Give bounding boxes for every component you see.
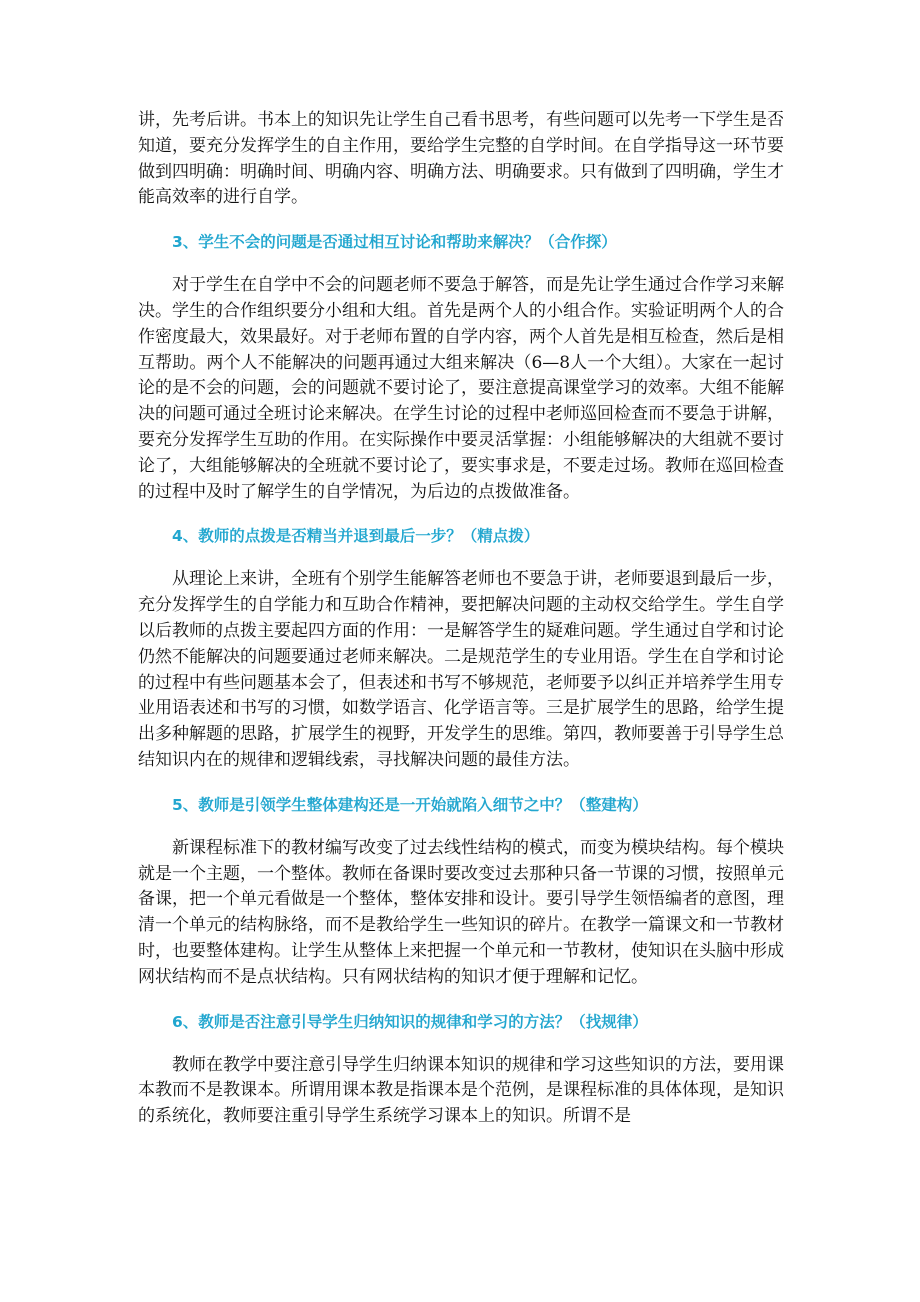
document-page: [138, 108, 784, 1130]
section-5-heading: 5、教师是引领学生整体建构还是一开始就陷入细节之中？（整建构）: [172, 795, 648, 814]
section-6-body: 教师在教学中要注意引导学生归纳课本知识的规律和学习这些知识的方法，要用课本教而不是教课本。所谓用课本教是指课本是个范例，是课程标准的具体体现，是知识的系统化，教师要注重引导学生系统学习课本上的知识。所谓不是: [138, 1054, 784, 1127]
section-4-heading: 4、教师的点拨是否精当并退到最后一步？（精点拨）: [172, 527, 540, 546]
section-6-heading: 6、教师是否注意引导学生归纳知识的规律和学习的方法？（找规律）: [172, 1012, 648, 1031]
section-3-body: 对于学生在自学中不会的问题老师不要急于解答，而是先让学生通过合作学习来解决。学生的合作组织要分小组和大组。首先是两个人的小组合作。实验证明两个人的合作密度最大，效果最好。对于老师布置的自学内容，两个人首先是相互检查，然后是相互帮助。两个人不能解决的问题再通过大组来解决（6—8人一个大组）。大家在一起讨论的是不会的问题，会的问题就不要讨论了，要注意提高课堂学习的效率。大组不能解决的问题可通过全班讨论来解决。在学生讨论的过程中老师巡回检查而不要急于讲解，要充分发挥学生互助的作用。在实际操作中要灵活掌握：小组能够解决的大组就不要讨论了，大组能够解决的全班就不要讨论了，要实事求是，不要走过场。教师在巡回检查的过程中及时了解学生的自学情况，为后边的点拨做准备。: [138, 275, 784, 502]
intro-paragraph: 讲，先考后讲。书本上的知识先让学生自己看书思考，有些问题可以先考一下学生是否知道，要充分发挥学生的自主作用，要给学生完整的自学时间。在自学指导这一环节要做到四明确：明确时间、明确内容、明确方法、明确要求。只有做到了四明确，学生才能高效率的进行自学。: [138, 110, 784, 208]
section-3-heading: 3、学生不会的问题是否通过相互讨论和帮助来解决？（合作探）: [172, 233, 617, 252]
section-4-body: 从理论上来讲，全班有个别学生能解答老师也不要急于讲，老师要退到最后一步，充分发挥学生的自学能力和互助合作精神，要把解决问题的主动权交给学生。学生自学以后教师的点拨主要起四方面的作用：一是解答学生的疑难问题。学生通过自学和讨论仍然不能解决的问题要通过老师来解决。二是规范学生的专业用语。学生在自学和讨论的过程中有些问题基本会了，但表述和书写不够规范，老师要予以纠正并培养学生用专业用语表述和书写的习惯，如数学语言、化学语言等。三是扩展学生的思路，给学生提出多种解题的思路，扩展学生的视野，开发学生的思维。第四，教师要善于引导学生总结知识内在的规律和逻辑线索，寻找解决问题的最佳方法。: [138, 569, 784, 770]
section-5-body: 新课程标准下的教材编写改变了过去线性结构的模式，而变为模块结构。每个模块就是一个主题，一个整体。教师在备课时要改变过去那种只备一节课的习惯，按照单元备课，把一个单元看做是一个整体，整体安排和设计。要引导学生领悟编者的意图，理清一个单元的结构脉络，而不是教给学生一些知识的碎片。在教学一篇课文和一节教材时，也要整体建构。让学生从整体上来把握一个单元和一节教材，使知识在头脑中形成网状结构而不是点状结构。只有网状结构的知识才便于理解和记忆。: [138, 837, 784, 987]
